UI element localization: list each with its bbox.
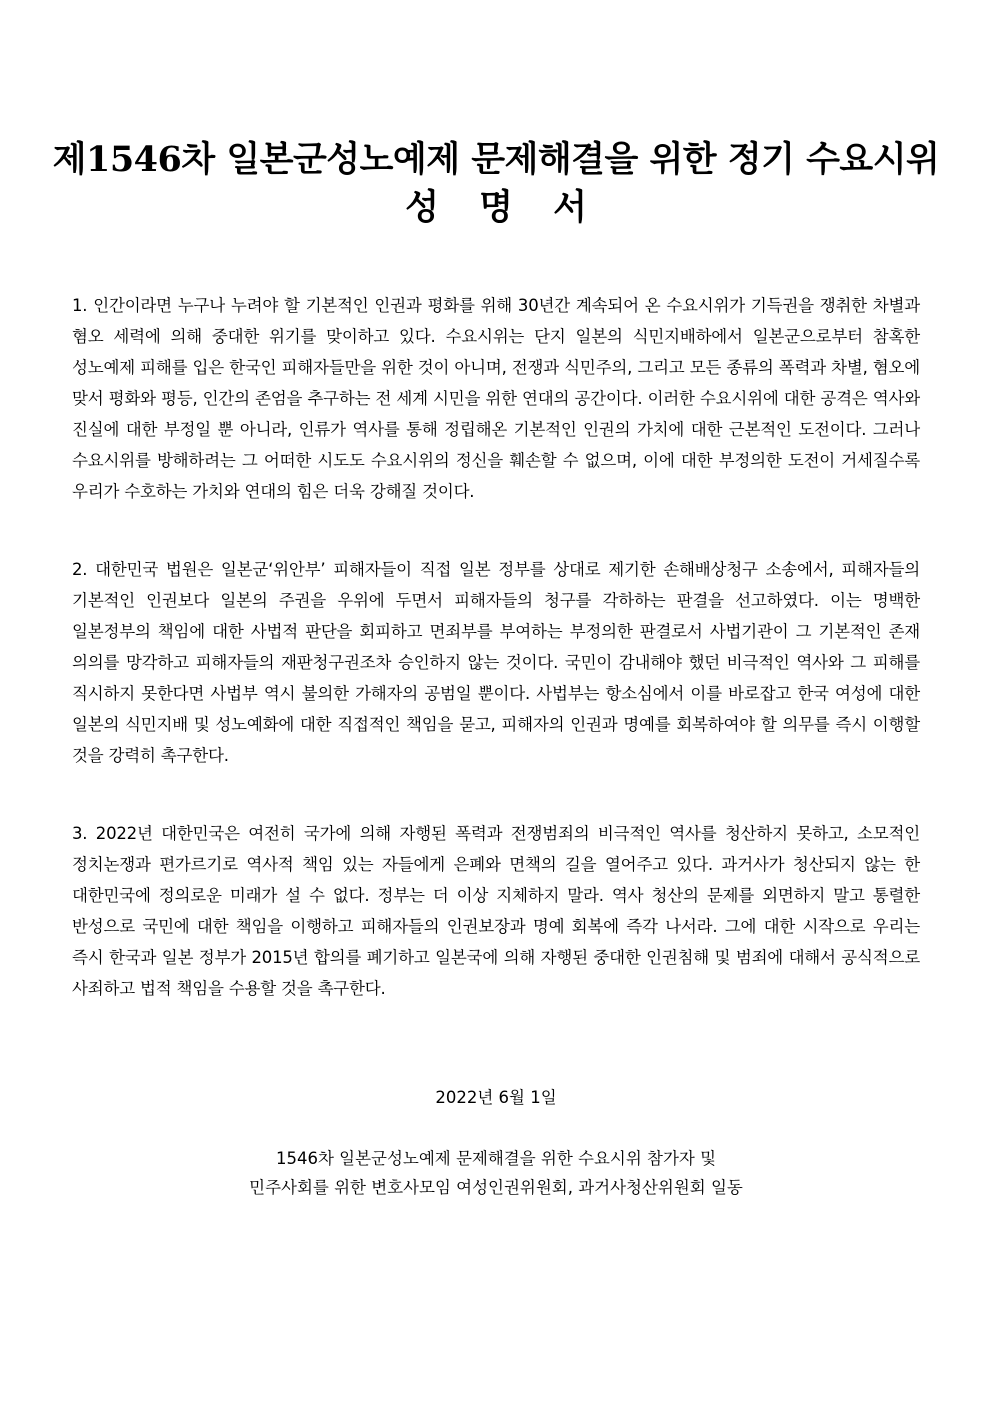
document-subtitle: 성 명 서 <box>405 187 601 228</box>
statement-date: 2022년 6월 1일 <box>435 1088 557 1107</box>
statement-paragraph-2: 2. 대한민국 법원은 일본군‘위안부’ 피해자들이 직접 일본 정부를 상대로 제기한 손해배상청구 소송에서, 피해자들의 기본적인 인권보다 일본의 주권을 우위에 두면서 피해자들의 청구를 각하하는 판결을 선고하였다. 이는 명백한 일본정부의 책임에 대한 사법적 판단을 회피하고 면죄부를 부여하는 부정의한 판결로서 사법기관이 그 기본적인 존재 의의를 망각하고 피해자들의 재판청구권조차 승인하지 않는 것이다. 국민이 감내해야 했던 비극적인 역사와 그 피해를 직시하지 못한다면 사법부 역시 불의한 가해자의 공범일 뿐이다. 사법부는 항소심에서 이를 바로잡고 한국 여성에 대한 일본의 식민지배 및 성노예화에 대한 직접적인 책임을 묻고, 피해자의 인권과 명예를 회복하여야 할 의무를 즉시 이행할 것을 강력히 촉구한다. <box>72 560 920 765</box>
signatory-line-1: 1546차 일본군성노예제 문제해결을 위한 수요시위 참가자 및 <box>275 1149 717 1168</box>
statement-paragraph-3: 3. 2022년 대한민국은 여전히 국가에 의해 자행된 폭력과 전쟁범죄의 비극적인 역사를 청산하지 못하고, 소모적인 정치논쟁과 편가르기로 역사적 책임 있는 자들에게 은폐와 면책의 길을 열어주고 있다. 과거사가 청산되지 않는 한 대한민국에 정의로운 미래가 설 수 없다. 정부는 더 이상 지체하지 말라. 역사 청산의 문제를 외면하지 말고 통렬한 반성으로 국민에 대한 책임을 이행하고 피해자들의 인권보장과 명예 회복에 즉각 나서라. 그에 대한 시작으로 우리는 즉시 한국과 일본 정부가 2015년 합의를 폐기하고 일본국에 의해 자행된 중대한 인권침해 및 범죄에 대해서 공식적으로 사죄하고 법적 책임을 수용할 것을 촉구한다. <box>72 824 920 998</box>
signatory-line-2: 민주사회를 위한 변호사모임 여성인권위원회, 과거사청산위원회 일동 <box>249 1178 743 1197</box>
statement-paragraph-1: 1. 인간이라면 누구나 누려야 할 기본적인 인권과 평화를 위해 30년간 계속되어 온 수요시위가 기득권을 쟁취한 차별과 혐오 세력에 의해 중대한 위기를 맞이하고 있다. 수요시위는 단지 일본의 식민지배하에서 일본군으로부터 참혹한 성노예제 피해를 입은 한국인 피해자들만을 위한 것이 아니며, 전쟁과 식민주의, 그리고 모든 종류의 폭력과 차별, 혐오에 맞서 평화와 평등, 인간의 존엄을 추구하는 전 세계 시민을 위한 연대의 공간이다. 이러한 수요시위에 대한 공격은 역사와 진실에 대한 부정일 뿐 아니라, 인류가 역사를 통해 정립해온 기본적인 인권의 가치에 대한 근본적인 도전이다. 그러나 수요시위를 방해하려는 그 어떠한 시도도 수요시위의 정신을 훼손할 수 없으며, 이에 대한 부정의한 도전이 거세질수록 우리가 수호하는 가치와 연대의 힘은 더욱 강해질 것이다. <box>72 296 920 501</box>
document-title: 제1546차 일본군성노예제 문제해결을 위한 정기 수요시위 <box>52 139 940 180</box>
